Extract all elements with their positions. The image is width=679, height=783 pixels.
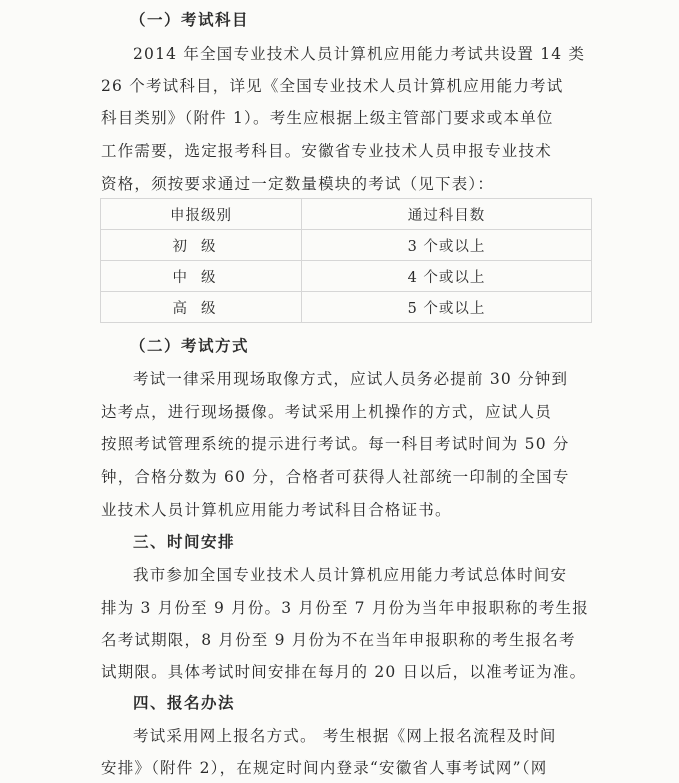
table-header-level: 申报级别	[101, 199, 302, 230]
paragraph-line: 试期限。具体考试时间安排在每月的 20 日以后，以准考证为准。	[101, 663, 587, 681]
table-row	[101, 230, 592, 261]
paragraph-line: 钟，合格分数为 60 分，合格者可获得人社部统一印制的全国专	[101, 468, 570, 486]
paragraph-line: 名考试期限，8 月份至 9 月份为不在当年申报职称的考生报名考	[101, 631, 576, 649]
heading-exam-subjects: （一）考试科目	[130, 11, 250, 29]
table-cell-count: 3 个或以上	[302, 230, 592, 261]
paragraph-line: 2014 年全国专业技术人员计算机应用能力考试共设置 14 类	[133, 45, 586, 63]
level-requirement-table	[100, 198, 592, 323]
table-cell-level: 中级	[101, 261, 302, 292]
paragraph-line: 科目类别》（附件 1）。考生应根据上级主管部门要求或本单位	[101, 109, 554, 127]
table-header-count: 通过科目数	[302, 199, 592, 230]
heading-exam-method: （二）考试方式	[130, 337, 250, 355]
table-header-row	[101, 199, 592, 230]
paragraph-line: 安排》（附件 2），在规定时间内登录“安徽省人事考试网”（网	[101, 759, 548, 777]
table-cell-level: 高级	[101, 292, 302, 323]
paragraph-line: 工作需要，选定报考科目。安徽省专业技术人员申报专业技术	[101, 142, 552, 160]
table-row	[101, 261, 592, 292]
paragraph-line: 业技术人员计算机应用能力考试科目合格证书。	[101, 501, 452, 519]
paragraph-line: 按照考试管理系统的提示进行考试。每一科目考试时间为 50 分	[101, 435, 570, 453]
paragraph-line: 考试一律采用现场取像方式，应试人员务必提前 30 分钟到	[133, 370, 569, 388]
paragraph-line: 我市参加全国专业技术人员计算机应用能力考试总体时间安	[133, 566, 568, 584]
paragraph-line: 达考点，进行现场摄像。考试采用上机操作的方式，应试人员	[101, 403, 552, 421]
table-row	[101, 292, 592, 323]
paragraph-line: 考试采用网上报名方式。 考生根据《网上报名流程及时间	[133, 727, 557, 745]
paragraph-line: 排为 3 月份至 9 月份。3 月份至 7 月份为当年申报职称的考生报	[101, 599, 589, 617]
paragraph-line: 26 个考试科目，详见《全国专业技术人员计算机应用能力考试	[101, 77, 564, 95]
table-cell-count: 5 个或以上	[302, 292, 592, 323]
paragraph-line: 资格，须按要求通过一定数量模块的考试（见下表）：	[101, 175, 495, 193]
heading-registration: 四、报名办法	[133, 694, 236, 712]
table-cell-level: 初级	[101, 230, 302, 261]
heading-schedule: 三、时间安排	[133, 533, 236, 551]
table-cell-count: 4 个或以上	[302, 261, 592, 292]
